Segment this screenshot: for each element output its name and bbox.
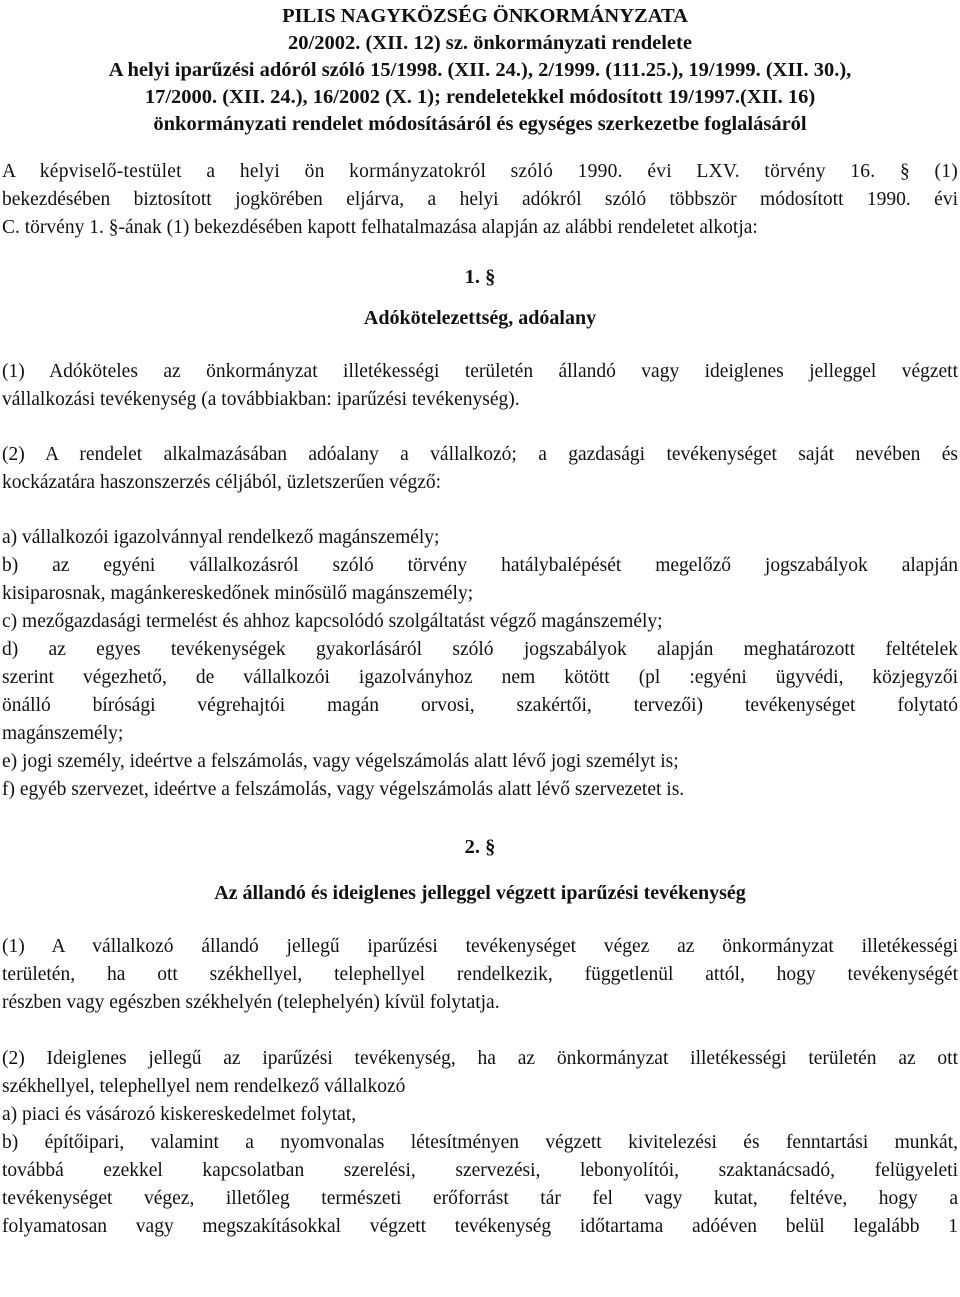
paragraph [2, 1045, 958, 1241]
preamble-line: A képviselő-testület a helyi ön kormányzatokról szóló 1990. évi LXV. törvény 16. § (1) [2, 161, 958, 182]
section-title: Az állandó és ideiglenes jelleggel végzett iparűzési tevékenység [214, 882, 746, 904]
preamble-line: bekezdésében biztosított jogkörében eljárva, a helyi adókról szóló többször módosított 1990. évi [2, 189, 958, 210]
list-item: a) vállalkozói igazolvánnyal rendelkező magánszemély; [2, 527, 440, 548]
paragraph-line: székhellyel, telephellyel nem rendelkező vállalkozó [2, 1076, 406, 1097]
section-title: Adókötelezettség, adóalany [363, 307, 597, 329]
paragraph-line: (2) A rendelet alkalmazásában adóalany a vállalkozó; a gazdasági tevékenységet saját nevében és [2, 444, 958, 465]
preamble [2, 158, 958, 242]
paragraph-line: (2) Ideiglenes jellegű az iparűzési tevékenység, ha az önkormányzat illetékességi területén az ott [2, 1048, 958, 1069]
paragraph-line: részben vagy egészben székhelyén (telephelyén) kívül folytatja. [2, 992, 500, 1013]
list-item-continuation: magánszemély; [2, 723, 124, 744]
header-subject-line-1: A helyi iparűzési adóról szóló 15/1998. (XII. 24.), 2/1999. (111.25.), 19/1999. (XII. 30.), [108, 59, 852, 81]
paragraph-line: területén, ha ott székhellyel, telephellyel rendelkezik, függetlenül attól, hogy tevékenységét [2, 964, 958, 985]
paragraph-line: (1) A vállalkozó állandó jellegű iparűzési tevékenységet végez az önkormányzat illetékességi [2, 936, 958, 957]
paragraph-line: vállalkozási tevékenység (a továbbiakban: iparűzési tevékenység). [2, 389, 520, 410]
header-authority: PILIS NAGYKÖZSÉG ÖNKORMÁNYZATA [282, 5, 688, 27]
list-item: b) az egyéni vállalkozásról szóló törvény hatálybalépését megelőző jogszabályok alapján [2, 555, 958, 576]
paragraph [2, 441, 958, 497]
paragraph-line: kockázatára haszonszerzés céljából, üzletszerűen végző: [2, 472, 442, 493]
list-item: f) egyéb szervezet, ideértve a felszámolás, vagy végelszámolás alatt lévő szervezetet is. [2, 779, 685, 800]
list-item: d) az egyes tevékenységek gyakorlásáról szóló jogszabályok alapján meghatározott feltételek [2, 639, 958, 660]
paragraph [2, 933, 958, 1017]
list-item-continuation: továbbá ezekkel kapcsolatban szerelési, szervezési, lebonyolítói, szaktanácsadó, felügyeleti [2, 1160, 958, 1181]
list [2, 524, 958, 804]
header-subject-line-3: önkormányzati rendelet módosításáról és egységes szerkezetbe foglalásáról [153, 113, 807, 135]
preamble-line: C. törvény 1. §-ának (1) bekezdésében kapott felhatalmazása alapján az alábbi rendeletet alkotja: [2, 217, 758, 238]
paragraph-line: (1) Adóköteles az önkormányzat illetékességi területén állandó vagy ideiglenes jelleggel végzett [2, 361, 958, 382]
section-number: 1. § [464, 266, 496, 288]
list-item: c) mezőgazdasági termelést és ahhoz kapcsolódó szolgáltatást végző magánszemély; [2, 611, 663, 632]
list-item: b) építőipari, valamint a nyomvonalas létesítményen végzett kivitelezési és fenntartási munkát, [2, 1132, 958, 1153]
list-item: e) jogi személy, ideértve a felszámolás, vagy végelszámolás alatt lévő jogi személyt is; [2, 751, 679, 772]
list-item-continuation: önálló bírósági végrehajtói magán orvosi, szakértői, tervezői) tevékenységet folytató [2, 695, 958, 716]
paragraph [2, 358, 958, 414]
section-number: 2. § [464, 836, 496, 858]
header-subject-line-2: 17/2000. (XII. 24.), 16/2002 (X. 1); rendeletekkel módosított 19/1997.(XII. 16) [144, 86, 816, 108]
header-decree-number: 20/2002. (XII. 12) sz. önkormányzati rendelete [288, 32, 692, 54]
list-item-continuation: folyamatosan vagy megszakításokkal végzett tevékenység időtartama adóéven belül legalább 1 [2, 1216, 958, 1237]
list-item-continuation: tevékenységet végez, illetőleg természeti erőforrást tár fel vagy kutat, feltéve, hogy a [2, 1188, 958, 1209]
document-header [2, 3, 958, 138]
list-item-continuation: szerint végezhető, de vállalkozói igazolványhoz nem kötött (pl :egyéni ügyvédi, közjegyzői [2, 667, 958, 688]
list-item: a) piaci és vásározó kiskereskedelmet folytat, [2, 1104, 357, 1125]
list-item-continuation: kisiparosnak, magánkereskedőnek minősülő magánszemély; [2, 583, 474, 604]
